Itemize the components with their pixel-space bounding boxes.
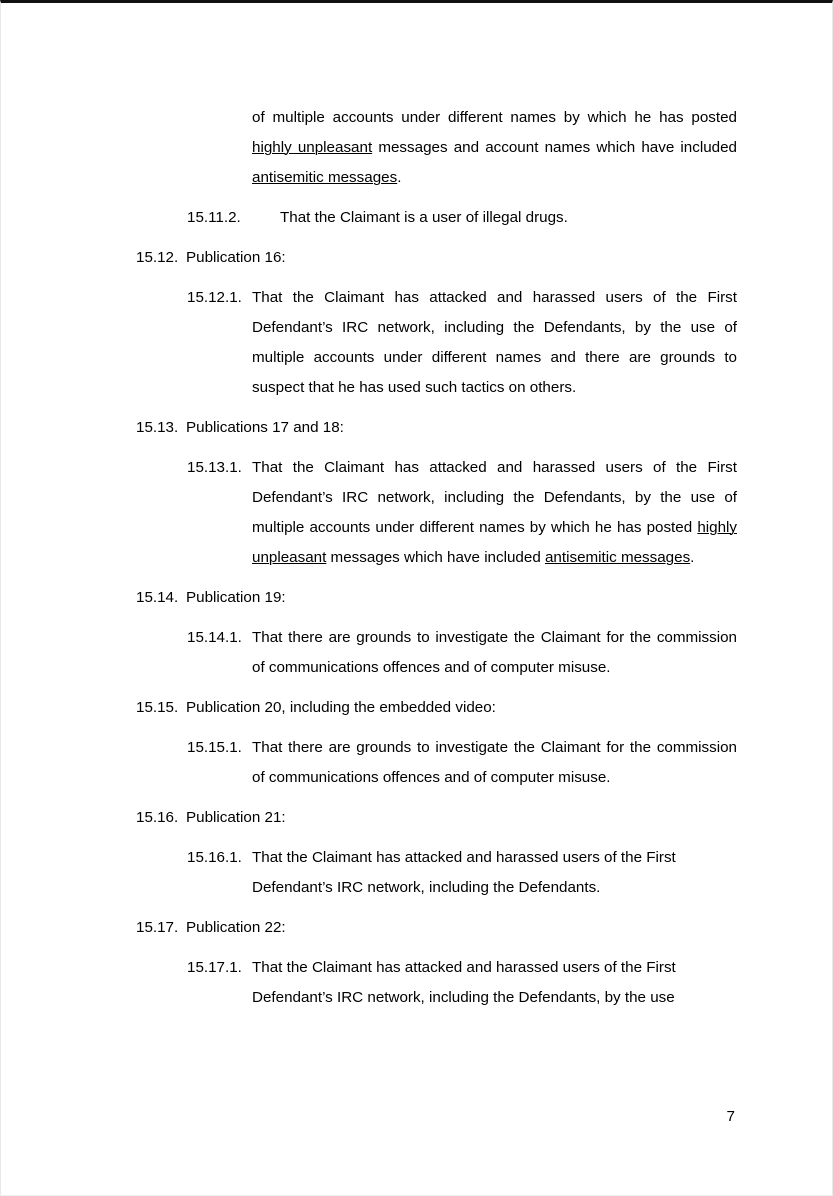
item-text: Publication 16: (186, 249, 286, 266)
numbered-item-level3 (1, 453, 833, 573)
item-number: 15.16.1. (187, 849, 242, 866)
numbered-item-level2 (1, 803, 833, 833)
underlined-text: highly unpleasant (252, 139, 373, 156)
underlined-text: highly unpleasant (252, 519, 737, 566)
item-number: 15.11.2. (187, 209, 241, 226)
item-number: 15.13. (136, 419, 179, 436)
item-text: That there are grounds to investigate the Claimant for the commission of communications offences and of computer misuse. (252, 739, 737, 786)
item-number: 15.14. (136, 589, 179, 606)
underlined-text: antisemitic messages (252, 169, 398, 186)
numbered-item-level3 (1, 203, 833, 233)
numbered-item-level2 (1, 913, 833, 943)
item-number: 15.16. (136, 809, 179, 826)
numbered-item-level2 (1, 413, 833, 443)
numbered-item-level3 (1, 283, 833, 403)
numbered-item-level2 (1, 583, 833, 613)
numbered-item-level3 (1, 843, 833, 903)
item-text: Publication 19: (186, 589, 286, 606)
item-text: Publications 17 and 18: (186, 419, 344, 436)
item-text: That the Claimant has attacked and harassed users of the First Defendant’s IRC network, including the Defendants, by the use (252, 959, 676, 1006)
item-text: Publication 20, including the embedded video: (186, 699, 496, 716)
numbered-item-level3 (1, 623, 833, 683)
item-text: That the Claimant has attacked and harassed users of the First Defendant’s IRC network, including the Defendants, by the use of multiple accounts under different names by which he has posted highly unpleasant messages which have included antisemitic messages. (252, 459, 737, 566)
item-number: 15.17.1. (187, 959, 242, 976)
item-text: That the Claimant has attacked and harassed users of the First Defendant’s IRC network, including the Defendants. (252, 849, 676, 896)
item-number: 15.14.1. (187, 629, 242, 646)
paragraph-continuation: of multiple accounts under different names by which he has posted highly unpleasant messages and account names which have included antisemitic messages. (252, 109, 737, 186)
item-text: That the Claimant has attacked and harassed users of the First Defendant’s IRC network, including the Defendants, by the use of multiple accounts under different names and there are grounds to suspect that he has used such tactics on others. (252, 289, 737, 396)
item-number: 15.15. (136, 699, 179, 716)
item-number: 15.13.1. (187, 459, 242, 476)
numbered-item-level3 (1, 953, 833, 1013)
item-number: 15.15.1. (187, 739, 242, 756)
item-text: That there are grounds to investigate the Claimant for the commission of communications offences and of computer misuse. (252, 629, 737, 676)
numbered-item-level2 (1, 243, 833, 273)
item-text: Publication 21: (186, 809, 286, 826)
page-number: 7 (726, 1108, 735, 1125)
item-number: 15.12.1. (187, 289, 242, 306)
numbered-item-level2 (1, 693, 833, 723)
document-body (1, 3, 833, 1023)
item-number: 15.17. (136, 919, 179, 936)
numbered-item-level3 (1, 733, 833, 793)
item-text: That the Claimant is a user of illegal drugs. (280, 209, 568, 226)
underlined-text: antisemitic messages (544, 549, 691, 566)
item-text: Publication 22: (186, 919, 286, 936)
item-number: 15.12. (136, 249, 179, 266)
